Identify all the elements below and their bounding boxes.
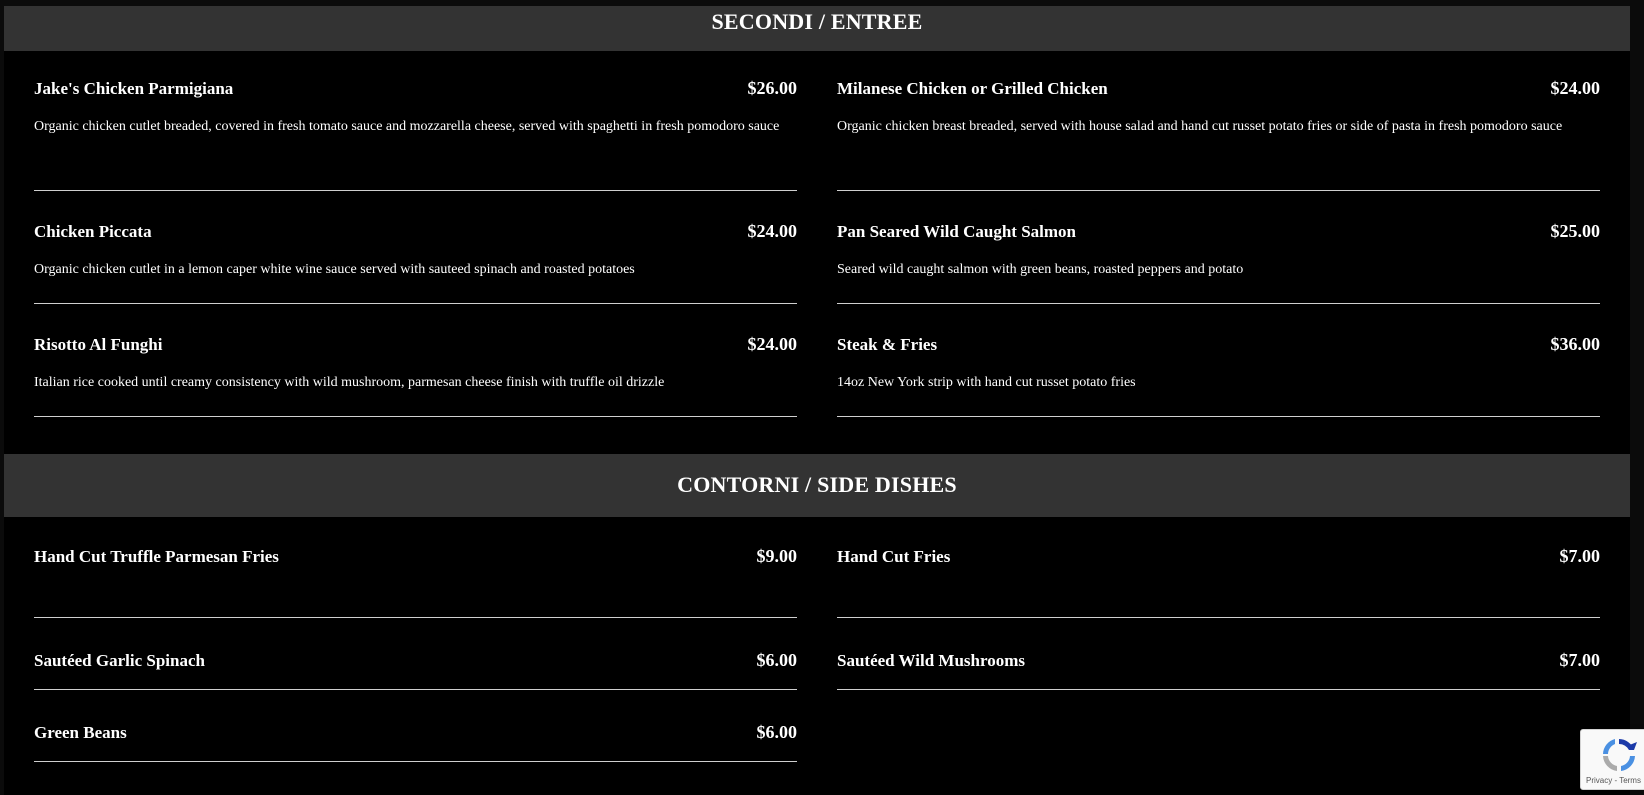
- menu-item-price: $24.00: [747, 221, 797, 241]
- menu-item-price: $7.00: [1559, 546, 1600, 566]
- section-header-contorni: [4, 454, 1630, 517]
- menu-item-name: Chicken Piccata: [34, 222, 152, 241]
- menu-item: [837, 618, 1600, 690]
- menu-item: [34, 618, 797, 690]
- menu-item: [34, 546, 797, 618]
- menu-item-description: Italian rice cooked until creamy consistency with wild mushroom, parmesan cheese finish with truffle oil drizzle: [34, 375, 665, 390]
- menu-item-price: $24.00: [747, 334, 797, 354]
- recaptcha-logo-icon: [1599, 736, 1639, 774]
- menu-item: [34, 191, 797, 304]
- recaptcha-badge[interactable]: [1580, 729, 1644, 790]
- menu-column-right: [837, 546, 1600, 690]
- menu-item: [837, 78, 1600, 191]
- menu-item: [34, 78, 797, 191]
- menu-item-name: Pan Seared Wild Caught Salmon: [837, 222, 1077, 241]
- menu-column-left: [34, 546, 797, 762]
- menu-item-name: Risotto Al Funghi: [34, 335, 163, 354]
- section-header-secondi: [4, 6, 1630, 51]
- menu-item-description: Organic chicken breast breaded, served with house salad and hand cut russet potato fries or side of pasta in fresh pomodoro sauce: [837, 119, 1563, 134]
- menu-item: [837, 546, 1600, 618]
- menu-item-price: $7.00: [1559, 650, 1600, 670]
- menu-item-name: Milanese Chicken or Grilled Chicken: [837, 79, 1108, 98]
- menu-column-left: [34, 78, 797, 417]
- recaptcha-links[interactable]: Privacy - Terms: [1586, 776, 1641, 785]
- menu-item-name: Sautéed Wild Mushrooms: [837, 651, 1025, 670]
- menu-item-name: Hand Cut Fries: [837, 547, 951, 566]
- menu-item-price: $26.00: [747, 78, 797, 98]
- menu-item-description: Organic chicken cutlet in a lemon caper white wine sauce served with sauteed spinach and roasted potatoes: [34, 262, 635, 277]
- menu-item-name: Sautéed Garlic Spinach: [34, 651, 205, 670]
- menu-item-price: $24.00: [1550, 78, 1600, 98]
- menu-item: [837, 304, 1600, 417]
- menu-item-name: Jake's Chicken Parmigiana: [34, 79, 234, 98]
- menu-item-description: Seared wild caught salmon with green beans, roasted peppers and potato: [837, 262, 1244, 277]
- menu-item-description: 14oz New York strip with hand cut russet potato fries: [837, 375, 1136, 390]
- menu-item-name: Hand Cut Truffle Parmesan Fries: [34, 547, 279, 566]
- menu-item-price: $36.00: [1550, 334, 1600, 354]
- menu-section-secondi: [4, 51, 1630, 454]
- section-title-secondi: SECONDI / ENTREE: [711, 9, 923, 34]
- menu-item-price: $6.00: [756, 722, 797, 742]
- menu-item-name: Green Beans: [34, 723, 127, 742]
- menu-item: [837, 191, 1600, 304]
- menu-item-name: Steak & Fries: [837, 335, 938, 354]
- menu-item-description: Organic chicken cutlet breaded, covered in fresh tomato sauce and mozzarella cheese, served with spaghetti in fresh pomodoro sauce: [34, 119, 780, 134]
- menu-item: [34, 304, 797, 417]
- menu-item: [34, 690, 797, 762]
- section-title-contorni: CONTORNI / SIDE DISHES: [677, 472, 957, 497]
- menu-item-price: $9.00: [756, 546, 797, 566]
- menu-item-price: $6.00: [756, 650, 797, 670]
- menu-section-contorni: [4, 517, 1630, 795]
- menu-column-right: [837, 78, 1600, 417]
- menu-item-price: $25.00: [1550, 221, 1600, 241]
